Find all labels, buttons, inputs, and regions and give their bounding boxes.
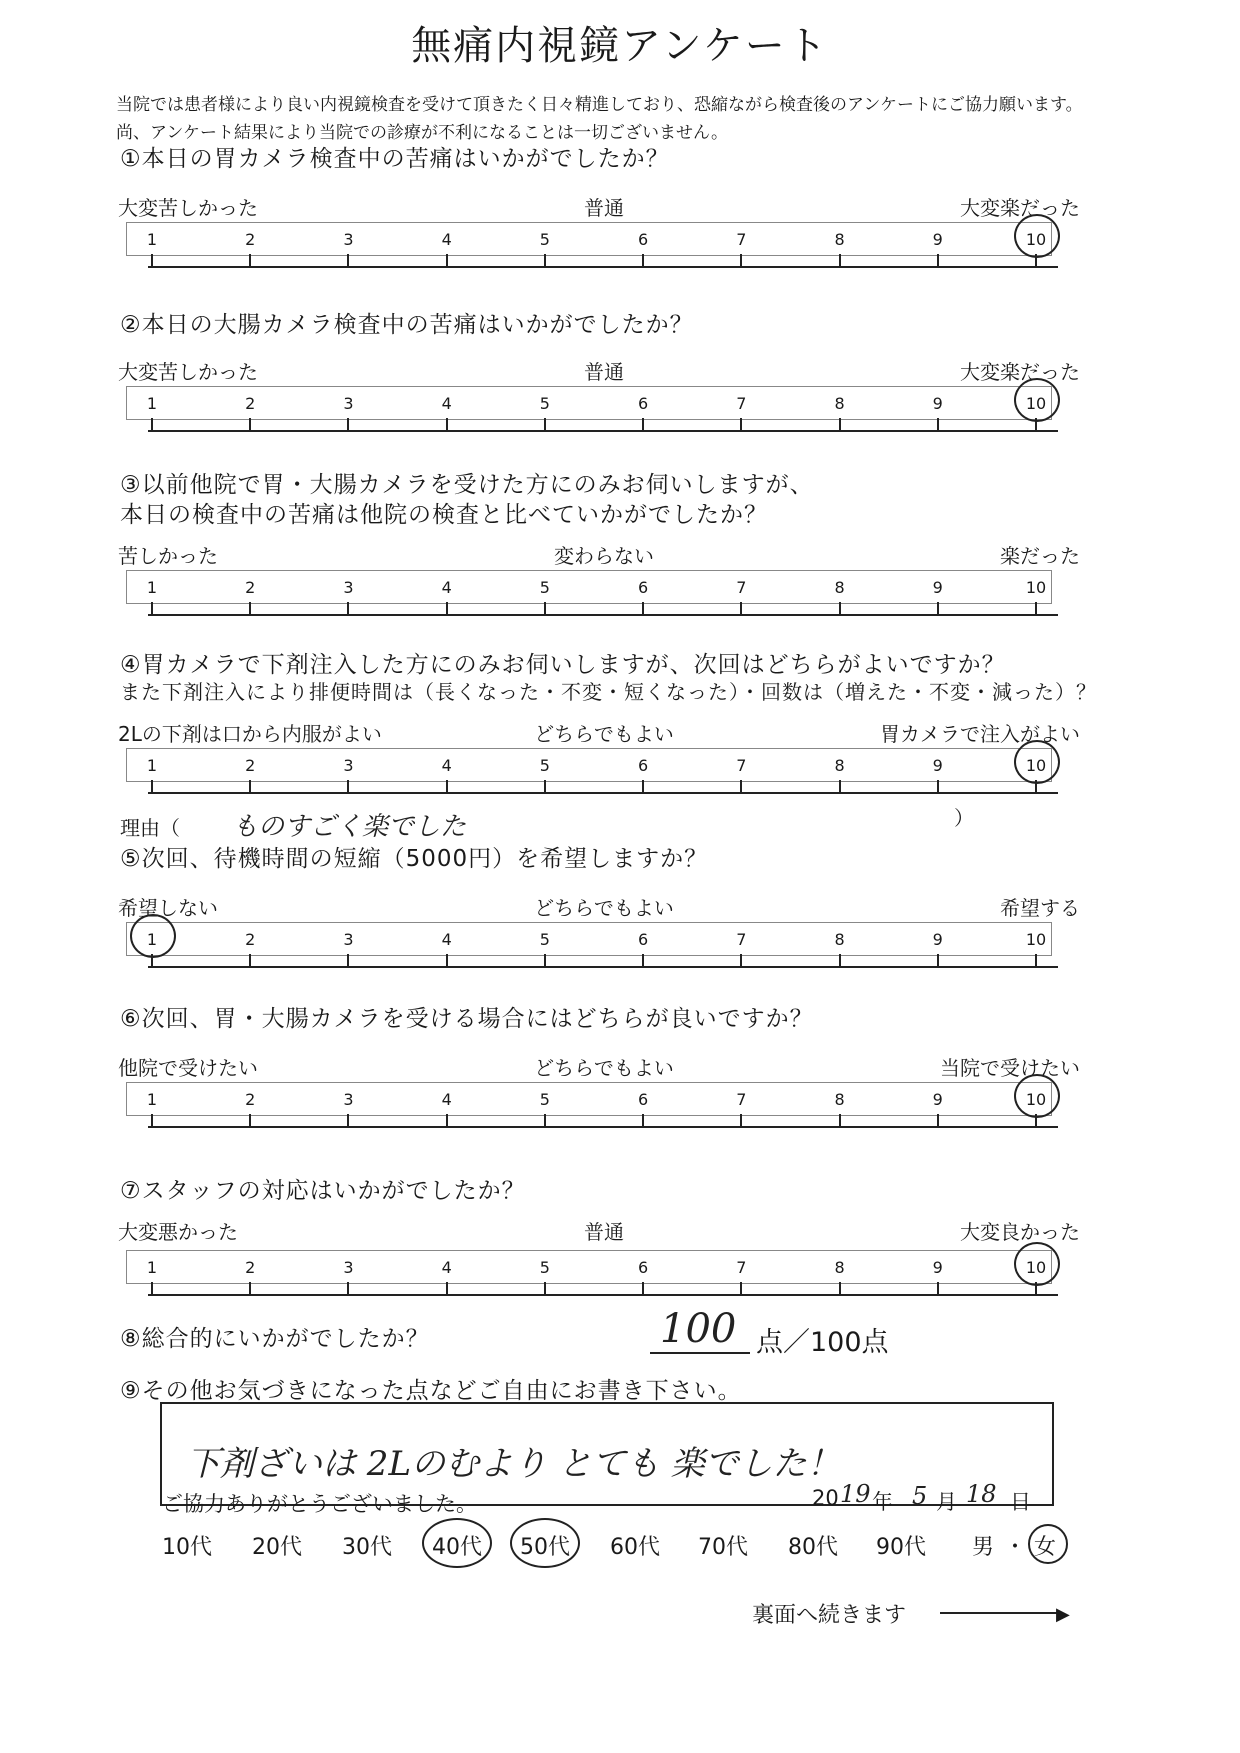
scale-tick — [347, 254, 349, 268]
scale-axis — [148, 430, 1058, 432]
date-year[interactable]: 19 — [840, 1480, 871, 1508]
scale-number-8[interactable]: 8 — [834, 394, 845, 413]
scale-number-3[interactable]: 3 — [343, 578, 354, 597]
scale-number-1[interactable]: 1 — [146, 756, 158, 775]
scale-tick — [446, 1114, 448, 1128]
selected-answer-circle — [1014, 378, 1060, 422]
scale-number-7[interactable]: 7 — [736, 930, 747, 949]
scale-frame — [126, 1250, 1052, 1284]
scale-axis — [148, 266, 1058, 268]
scale-tick — [347, 602, 349, 616]
scale-number-9[interactable]: 9 — [932, 930, 943, 949]
age-option-50代[interactable]: 50代 — [520, 1535, 570, 1560]
scale-tick — [249, 780, 251, 794]
question-7-left-label: 大変悪かった — [118, 1220, 238, 1244]
comment-text: 下剤ざいは 2Lのむより とても 楽でした！ — [186, 1444, 841, 1484]
scale-number-7[interactable]: 7 — [736, 394, 747, 413]
question-5-left-label: 希望しない — [118, 896, 218, 920]
question-1-mid-label: 普通 — [584, 196, 624, 220]
scale-number-10[interactable]: 10 — [1025, 230, 1047, 249]
scale-number-4[interactable]: 4 — [441, 1090, 452, 1109]
scale-tick — [544, 1114, 546, 1128]
scale-tick — [740, 1282, 742, 1296]
selected-answer-circle — [1014, 740, 1060, 784]
scale-number-9[interactable]: 9 — [932, 230, 943, 249]
scale-number-3[interactable]: 3 — [343, 756, 354, 775]
scale-tick — [151, 780, 153, 794]
scale-number-2[interactable]: 2 — [245, 1258, 256, 1277]
page-title: 無痛内視鏡アンケート — [411, 23, 829, 69]
question-5-mid-label: どちらでもよい — [534, 896, 674, 920]
scale-number-8[interactable]: 8 — [834, 1258, 845, 1277]
scale-number-10[interactable]: 10 — [1025, 578, 1047, 597]
scale-number-9[interactable]: 9 — [932, 1090, 943, 1109]
scale-number-9[interactable]: 9 — [932, 578, 943, 597]
question-2-mid-label: 普通 — [584, 360, 624, 384]
scale-tick — [544, 780, 546, 794]
scale-number-10[interactable]: 10 — [1025, 394, 1047, 413]
scale-tick — [1035, 954, 1037, 968]
question-4-left-label: 2Lの下剤は口から内服がよい — [118, 722, 382, 746]
scale-frame — [126, 922, 1052, 956]
scale-tick — [347, 780, 349, 794]
scale-tick — [544, 954, 546, 968]
scale-tick — [740, 602, 742, 616]
age-option-70代[interactable]: 70代 — [698, 1535, 748, 1560]
scale-number-10[interactable]: 10 — [1025, 930, 1047, 949]
scale-tick — [249, 1114, 251, 1128]
scale-number-8[interactable]: 8 — [834, 1090, 845, 1109]
scale-tick — [642, 1282, 644, 1296]
scale-axis — [148, 614, 1058, 616]
scale-number-2[interactable]: 2 — [245, 230, 256, 249]
age-option-40代[interactable]: 40代 — [432, 1535, 482, 1560]
question-4-mid-label: どちらでもよい — [534, 722, 674, 746]
scale-tick — [642, 254, 644, 268]
continue-arrow-line — [940, 1612, 1060, 1614]
question-2-scale[interactable] — [0, 386, 1240, 446]
question-2-left-label: 大変苦しかった — [118, 360, 258, 384]
age-option-80代[interactable]: 80代 — [788, 1535, 838, 1560]
scale-number-5[interactable]: 5 — [539, 756, 550, 775]
scale-tick — [446, 954, 448, 968]
scale-number-5[interactable]: 5 — [539, 1258, 550, 1277]
age-option-30代[interactable]: 30代 — [342, 1535, 392, 1560]
reason-close: ） — [954, 806, 974, 830]
intro-line-2: 尚、アンケート結果により当院での診療が不利になることは一切ございません。 — [116, 123, 728, 143]
scale-tick — [740, 1114, 742, 1128]
scale-number-1[interactable]: 1 — [146, 930, 158, 949]
date-day[interactable]: 18 — [966, 1480, 997, 1508]
scale-number-2[interactable]: 2 — [245, 930, 256, 949]
arrow-right-icon: ▶ — [1056, 1604, 1070, 1625]
scale-number-9[interactable]: 9 — [932, 756, 943, 775]
scale-number-1[interactable]: 1 — [146, 578, 158, 597]
age-option-60代[interactable]: 60代 — [610, 1535, 660, 1560]
scale-axis — [148, 1126, 1058, 1128]
scale-tick — [642, 780, 644, 794]
scale-frame — [126, 570, 1052, 604]
scale-axis — [148, 792, 1058, 794]
scale-tick — [249, 602, 251, 616]
scale-number-4[interactable]: 4 — [441, 930, 452, 949]
scale-number-7[interactable]: 7 — [736, 756, 747, 775]
question-3-left-label: 苦しかった — [118, 544, 218, 568]
scale-number-4[interactable]: 4 — [441, 756, 452, 775]
question-3-scale[interactable] — [0, 570, 1240, 630]
scale-tick — [740, 954, 742, 968]
question-4-text: ④胃カメラで下剤注入した方にのみお伺いしますが、次回はどちらがよいですか？ — [120, 652, 1006, 678]
scale-tick — [446, 602, 448, 616]
scale-number-8[interactable]: 8 — [834, 756, 845, 775]
question-6-mid-label: どちらでもよい — [534, 1056, 674, 1080]
scale-number-7[interactable]: 7 — [736, 1090, 747, 1109]
scale-number-1[interactable]: 1 — [146, 230, 158, 249]
scale-tick — [1035, 602, 1037, 616]
date-year-label: 年 — [872, 1490, 893, 1514]
reason-answer[interactable]: ものすごく楽でした — [232, 812, 467, 842]
question-3-text-line2: 本日の検査中の苦痛は他院の検査と比べていかがでしたか？ — [120, 502, 768, 528]
scale-tick — [544, 602, 546, 616]
question-1-text: ①本日の胃カメラ検査中の苦痛はいかがでしたか？ — [120, 146, 670, 172]
scale-tick — [642, 602, 644, 616]
question-5-right-label: 希望する — [1000, 896, 1080, 920]
q9-text: ⑨その他お気づきになった点などご自由にお書き下さい。 — [120, 1378, 742, 1404]
question-4-scale[interactable] — [0, 748, 1240, 808]
scale-number-9[interactable]: 9 — [932, 394, 943, 413]
date-month[interactable]: 5 — [912, 1482, 928, 1510]
scale-axis — [148, 966, 1058, 968]
scale-number-7[interactable]: 7 — [736, 230, 747, 249]
scale-tick — [839, 418, 841, 432]
intro-line-1: 当院では患者様により良い内視鏡検査を受けて頂きたく日々精進しており、恐縮ながら検査後のアンケートにご協力願います。 — [116, 95, 1083, 115]
scale-number-6[interactable]: 6 — [638, 1258, 649, 1277]
question-7-right-label: 大変良かった — [960, 1220, 1080, 1244]
q8-suffix: 点／100点 — [756, 1327, 889, 1358]
scale-tick — [839, 1114, 841, 1128]
selected-answer-circle — [1014, 1074, 1060, 1118]
question-4-text-line2: また下剤注入により排便時間は（長くなった・不変・短くなった）・回数は（増えた・不変・減った）？ — [120, 680, 1097, 704]
scale-number-3[interactable]: 3 — [343, 394, 354, 413]
question-7-text: ⑦スタッフの対応はいかがでしたか？ — [120, 1178, 526, 1204]
question-1-left-label: 大変苦しかった — [118, 196, 258, 220]
scale-number-2[interactable]: 2 — [245, 756, 256, 775]
scale-number-10[interactable]: 10 — [1025, 756, 1047, 775]
scale-number-9[interactable]: 9 — [932, 1258, 943, 1277]
scale-tick — [839, 602, 841, 616]
scale-tick — [642, 954, 644, 968]
question-5-scale[interactable] — [0, 922, 1240, 982]
question-2-text: ②本日の大腸カメラ検査中の苦痛はいかがでしたか？ — [120, 312, 694, 338]
scale-tick — [740, 418, 742, 432]
scale-number-1[interactable]: 1 — [146, 1090, 158, 1109]
scale-tick — [839, 954, 841, 968]
scale-tick — [249, 1282, 251, 1296]
scale-tick — [446, 418, 448, 432]
scale-number-2[interactable]: 2 — [245, 578, 256, 597]
thanks-text: ご協力ありがとうございました。 — [162, 1492, 477, 1516]
question-6-right-label: 当院で受けたい — [940, 1056, 1080, 1080]
scale-tick — [740, 254, 742, 268]
scale-number-6[interactable]: 6 — [638, 230, 649, 249]
reason-label: 理由（ — [120, 816, 180, 840]
scale-tick — [249, 418, 251, 432]
q8-text: ⑧総合的にいかがでしたか？ — [120, 1326, 430, 1352]
gender-female[interactable]: 女 — [1034, 1535, 1057, 1560]
date-prefix: 20 — [812, 1486, 839, 1510]
scale-number-4[interactable]: 4 — [441, 578, 452, 597]
scale-number-3[interactable]: 3 — [343, 930, 354, 949]
scale-tick — [151, 1282, 153, 1296]
question-6-left-label: 他院で受けたい — [118, 1056, 258, 1080]
question-7-scale[interactable] — [0, 1250, 1240, 1310]
scale-tick — [839, 1282, 841, 1296]
scale-number-6[interactable]: 6 — [638, 394, 649, 413]
scale-number-6[interactable]: 6 — [638, 756, 649, 775]
question-3-right-label: 楽だった — [1000, 544, 1080, 568]
scale-tick — [347, 954, 349, 968]
selected-answer-circle — [1014, 214, 1060, 258]
scale-tick — [151, 418, 153, 432]
scale-frame — [126, 748, 1052, 782]
scale-tick — [839, 780, 841, 794]
question-5-text: ⑤次回、待機時間の短縮（5000円）を希望しますか？ — [120, 846, 709, 872]
scale-tick — [446, 254, 448, 268]
question-7-mid-label: 普通 — [584, 1220, 624, 1244]
age-option-90代[interactable]: 90代 — [876, 1535, 926, 1560]
scale-frame — [126, 386, 1052, 420]
scale-number-7[interactable]: 7 — [736, 1258, 747, 1277]
scale-tick — [544, 254, 546, 268]
gender-female-circle — [1028, 1524, 1068, 1564]
scale-tick — [642, 418, 644, 432]
scale-axis — [148, 1294, 1058, 1296]
q8-score[interactable]: 100 — [660, 1306, 737, 1352]
continue-text: 裏面へ続きます — [752, 1603, 907, 1628]
scale-number-5[interactable]: 5 — [539, 578, 550, 597]
date-day-label: 日 — [1010, 1490, 1031, 1514]
scale-tick — [937, 418, 939, 432]
scale-number-3[interactable]: 3 — [343, 230, 354, 249]
age-selected-circle — [510, 1518, 580, 1568]
scale-tick — [446, 1282, 448, 1296]
scale-tick — [446, 780, 448, 794]
scale-number-4[interactable]: 4 — [441, 394, 452, 413]
question-1-right-label: 大変楽だった — [960, 196, 1080, 220]
age-selected-circle — [422, 1518, 492, 1568]
gender-male[interactable]: 男 — [972, 1535, 995, 1560]
date-month-label: 月 — [936, 1490, 957, 1514]
scale-number-6[interactable]: 6 — [638, 578, 649, 597]
scale-number-5[interactable]: 5 — [539, 394, 550, 413]
scale-tick — [249, 254, 251, 268]
age-option-10代[interactable]: 10代 — [162, 1535, 212, 1560]
question-1-scale[interactable] — [0, 222, 1240, 282]
scale-frame — [126, 222, 1052, 256]
scale-tick — [347, 1114, 349, 1128]
scale-number-10[interactable]: 10 — [1025, 1258, 1047, 1277]
selected-answer-circle — [1014, 1242, 1060, 1286]
question-6-scale[interactable] — [0, 1082, 1240, 1142]
scale-number-1[interactable]: 1 — [146, 394, 158, 413]
scale-tick — [642, 1114, 644, 1128]
question-6-text: ⑥次回、胃・大腸カメラを受ける場合にはどちらが良いですか？ — [120, 1006, 814, 1032]
scale-number-10[interactable]: 10 — [1025, 1090, 1047, 1109]
question-3-mid-label: 変わらない — [554, 544, 654, 568]
scale-number-3[interactable]: 3 — [343, 1090, 354, 1109]
scale-tick — [544, 418, 546, 432]
scale-number-2[interactable]: 2 — [245, 394, 256, 413]
scale-number-2[interactable]: 2 — [245, 1090, 256, 1109]
scale-tick — [544, 1282, 546, 1296]
scale-number-8[interactable]: 8 — [834, 578, 845, 597]
scale-tick — [839, 254, 841, 268]
scale-number-6[interactable]: 6 — [638, 930, 649, 949]
scale-number-5[interactable]: 5 — [539, 230, 550, 249]
scale-frame — [126, 1082, 1052, 1116]
scale-tick — [347, 1282, 349, 1296]
scale-number-4[interactable]: 4 — [441, 230, 452, 249]
scale-number-3[interactable]: 3 — [343, 1258, 354, 1277]
scale-number-7[interactable]: 7 — [736, 578, 747, 597]
scale-number-1[interactable]: 1 — [146, 1258, 158, 1277]
scale-tick — [937, 954, 939, 968]
scale-tick — [740, 780, 742, 794]
selected-answer-circle — [130, 914, 176, 958]
scale-tick — [151, 254, 153, 268]
question-4-right-label: 胃カメラで注入がよい — [880, 722, 1080, 746]
scale-number-5[interactable]: 5 — [539, 1090, 550, 1109]
q8-score-underline — [650, 1352, 750, 1354]
scale-tick — [151, 1114, 153, 1128]
scale-number-4[interactable]: 4 — [441, 1258, 452, 1277]
scale-tick — [151, 602, 153, 616]
question-2-right-label: 大変楽だった — [960, 360, 1080, 384]
gender-separator: ・ — [1004, 1535, 1027, 1560]
scale-tick — [937, 1282, 939, 1296]
scale-tick — [937, 780, 939, 794]
scale-tick — [937, 1114, 939, 1128]
scale-number-8[interactable]: 8 — [834, 930, 845, 949]
scale-tick — [937, 602, 939, 616]
scale-tick — [347, 418, 349, 432]
scale-number-8[interactable]: 8 — [834, 230, 845, 249]
question-3-text: ③以前他院で胃・大腸カメラを受けた方にのみお伺いしますが、 — [120, 472, 814, 498]
scale-tick — [937, 254, 939, 268]
scale-number-6[interactable]: 6 — [638, 1090, 649, 1109]
scale-number-5[interactable]: 5 — [539, 930, 550, 949]
scale-tick — [249, 954, 251, 968]
age-option-20代[interactable]: 20代 — [252, 1535, 302, 1560]
